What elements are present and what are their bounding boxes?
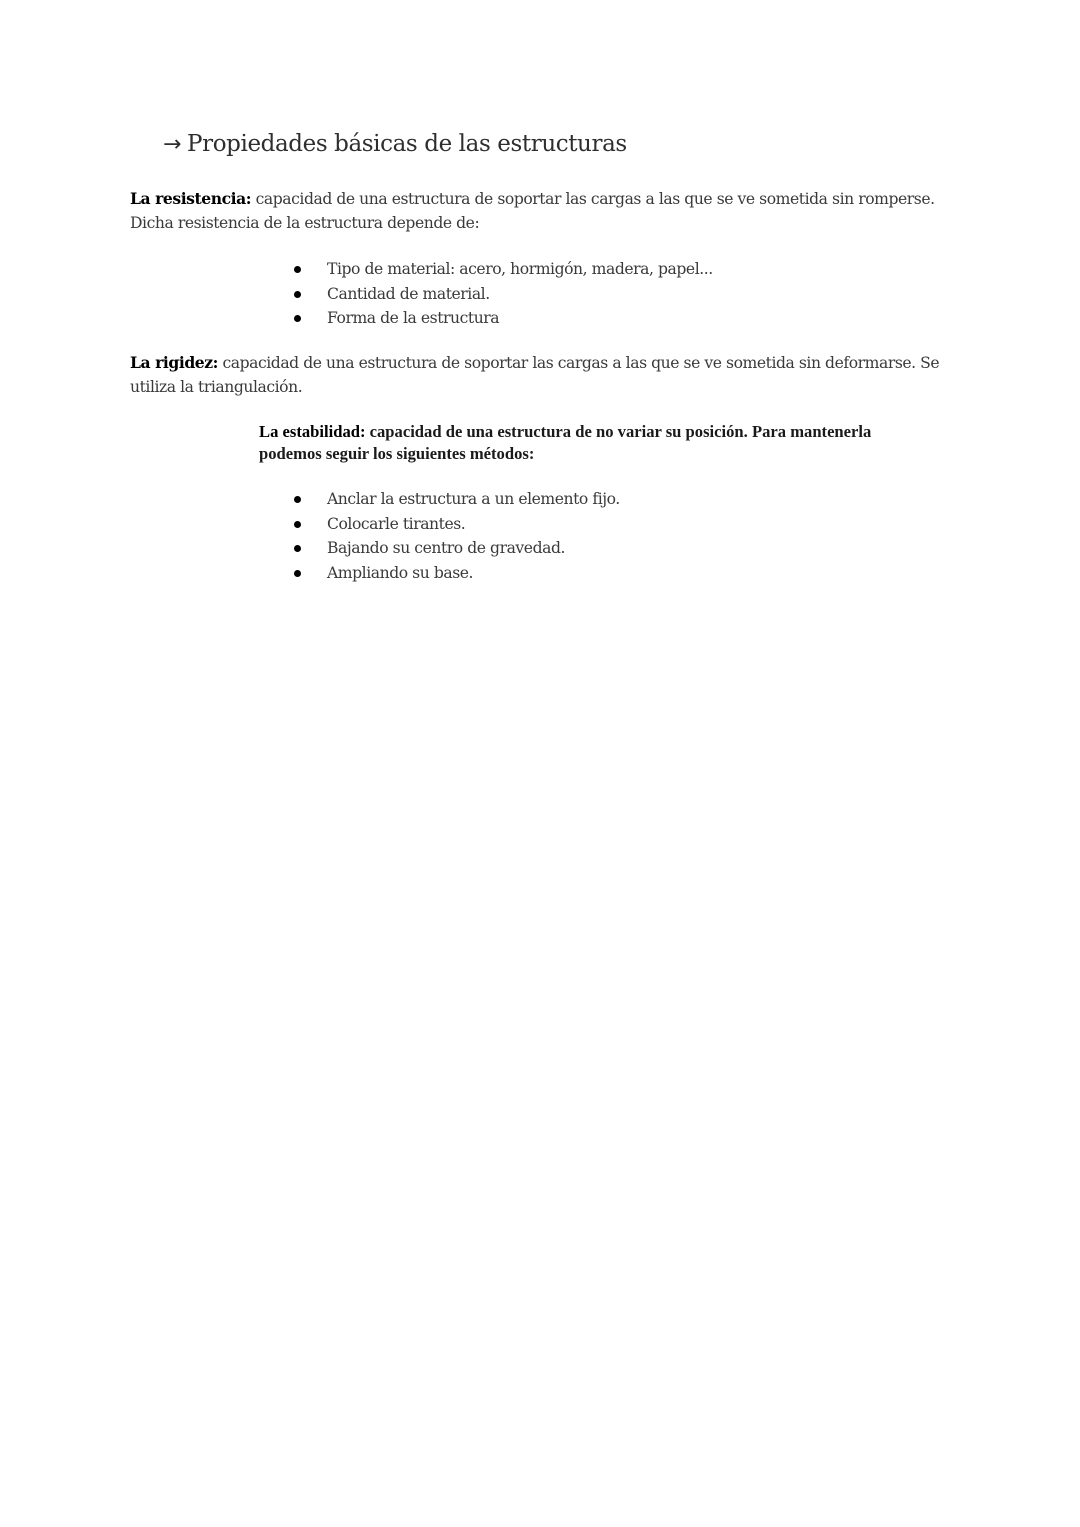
list-item: Bajando su centro de gravedad. — [290, 536, 620, 561]
list-item: Colocarle tirantes. — [290, 512, 620, 537]
resistencia-paragraph — [130, 187, 960, 235]
bullet-icon — [294, 521, 301, 528]
estabilidad-label: La estabilidad: — [259, 422, 366, 441]
bullet-icon — [294, 496, 301, 503]
estabilidad-text: capacidad de una estructura de no variar su posición. Para mantenerla podemos seguir los siguientes métodos: — [259, 422, 872, 463]
bullet-icon — [294, 266, 301, 273]
list-item: Ampliando su base. — [290, 561, 620, 586]
resistencia-label: La resistencia: — [130, 189, 252, 208]
rigidez-paragraph — [130, 351, 960, 399]
bullet-icon — [294, 545, 301, 552]
section-heading — [163, 131, 627, 157]
list-item: Tipo de material: acero, hormigón, madera, papel... — [290, 257, 713, 282]
estabilidad-methods-list — [290, 487, 620, 585]
section-heading-text: Propiedades básicas de las estructuras — [187, 131, 627, 157]
list-item: Anclar la estructura a un elemento fijo. — [290, 487, 620, 512]
right-arrow-icon: → — [163, 132, 182, 157]
resistencia-factors-list — [290, 257, 713, 331]
bullet-icon — [294, 570, 301, 577]
bullet-icon — [294, 315, 301, 322]
resistencia-text: capacidad de una estructura de soportar las cargas a las que se ve sometida sin romperse. Dicha resistencia de la estructura depende de: — [130, 190, 935, 232]
list-item: Forma de la estructura — [290, 306, 713, 331]
bullet-icon — [294, 291, 301, 298]
rigidez-text: capacidad de una estructura de soportar las cargas a las que se ve sometida sin deformarse. Se utiliza la triangulación. — [130, 354, 940, 396]
estabilidad-paragraph — [259, 421, 899, 465]
rigidez-label: La rigidez: — [130, 353, 218, 372]
list-item: Cantidad de material. — [290, 282, 713, 307]
